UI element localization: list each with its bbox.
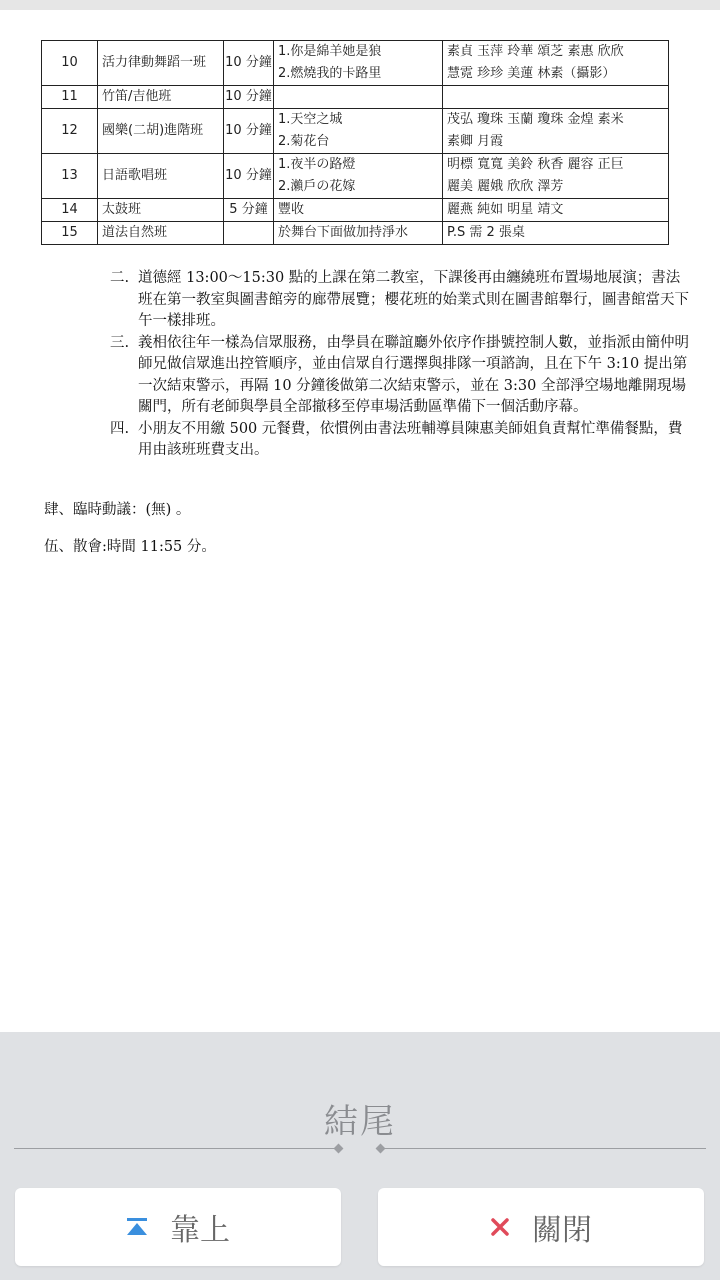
note-item — [110, 419, 690, 462]
note-item — [110, 268, 690, 333]
program-item: 1.天空之城 — [278, 112, 343, 127]
note-text: 小朋友不用繳 500 元餐費，依慣例由書法班輔導員陳惠美師姐負責幫忙準備餐點，費用由該班班費支出。 — [138, 420, 683, 458]
note-item — [110, 333, 690, 419]
note-text: 道德經 13:00～15:30 點的上課在第二教室，下課後再由纏繞班布置場地展演；書法班在第一教室與圖書館旁的廊帶展覽；櫻花班的始業式則在圖書館舉行，圖書館當天下午一樣排班。 — [138, 270, 689, 329]
scroll-to-top-button[interactable] — [15, 1188, 341, 1266]
divider-left — [14, 1148, 336, 1149]
table-row — [42, 199, 669, 222]
member-line: 麗燕 純如 明星 靖文 — [447, 202, 564, 217]
duration: 10 分鐘 — [224, 109, 274, 154]
row-number: 15 — [42, 222, 98, 245]
notes-list — [110, 268, 690, 462]
row-number: 13 — [42, 154, 98, 199]
class-name: 國樂(二胡)進階班 — [98, 109, 224, 154]
class-name: 太鼓班 — [98, 199, 224, 222]
member-list — [443, 199, 669, 222]
schedule-table — [41, 40, 669, 245]
note-number: 四. — [110, 420, 130, 437]
member-line: 素貞 玉萍 玲華 頌芝 素惠 欣欣 — [447, 44, 624, 59]
program-item: 2.菊花台 — [278, 134, 330, 149]
row-number: 10 — [42, 41, 98, 86]
temporary-motion: 肆、臨時動議：(無) 。 — [44, 502, 191, 518]
note-number: 二. — [110, 270, 130, 286]
note-number: 三. — [110, 334, 130, 351]
end-label: 結尾 — [324, 1102, 396, 1142]
close-button[interactable] — [378, 1188, 704, 1266]
program-list — [274, 86, 443, 109]
row-number: 11 — [42, 86, 98, 109]
class-name: 活力律動舞蹈一班 — [98, 41, 224, 86]
member-line: P.S 需 2 張桌 — [447, 225, 525, 240]
reader-footer — [0, 1032, 720, 1280]
close-label: 關閉 — [532, 1213, 592, 1248]
member-list — [443, 86, 669, 109]
program-list — [274, 154, 443, 199]
member-line: 明標 寬寬 美鈴 秋香 麗容 正巨 — [447, 157, 624, 172]
duration: 10 分鐘 — [224, 154, 274, 199]
top-status-strip — [0, 0, 720, 10]
duration — [224, 222, 274, 245]
scroll-to-top-label: 靠上 — [170, 1213, 230, 1248]
table-row — [42, 109, 669, 154]
adjournment: 伍、散會:時間 11:55 分。 — [44, 539, 216, 555]
member-line: 慧霓 珍珍 美蓮 林素（攝影） — [447, 66, 616, 81]
class-name: 竹笛/吉他班 — [98, 86, 224, 109]
program-list — [274, 41, 443, 86]
divider-right — [384, 1148, 706, 1149]
program-list — [274, 199, 443, 222]
member-line: 麗美 麗娥 欣欣 澤芳 — [447, 179, 564, 194]
member-list — [443, 154, 669, 199]
duration: 10 分鐘 — [224, 86, 274, 109]
program-item: 1.你是綿羊她是狼 — [278, 44, 382, 59]
document-page[interactable] — [0, 10, 720, 1032]
table-row — [42, 86, 669, 109]
table-row — [42, 222, 669, 245]
program-item: 2.燃燒我的卡路里 — [278, 66, 382, 81]
program-item: 於舞台下面做加持淨水 — [278, 225, 409, 240]
member-list — [443, 222, 669, 245]
duration: 5 分鐘 — [224, 199, 274, 222]
member-list — [443, 41, 669, 86]
divider-diamond-left — [334, 1144, 344, 1154]
note-text: 義相依往年一樣為信眾服務，由學員在聯誼廳外依序作掛號控制人數，並指派由簡仲明師兄做信眾進出控管順序，並由信眾自行選擇與排隊一項諮詢，且在下午 3:10 提出第一次結束警示，再隔 10 分鐘後做第二次結束警示，並在 3:30 全部淨空場地離開現場關門，所有老師與學員全部撤移至停車場活動區準備下一個活動序幕。 — [138, 334, 689, 415]
arrow-to-top-icon — [126, 1210, 148, 1245]
member-line: 素卿 月霞 — [447, 134, 504, 149]
row-number: 14 — [42, 199, 98, 222]
member-line: 茂弘 瓊珠 玉蘭 瓊珠 金煌 素米 — [447, 112, 624, 127]
program-list — [274, 109, 443, 154]
table-row — [42, 154, 669, 199]
close-icon — [490, 1210, 510, 1245]
program-list — [274, 222, 443, 245]
class-name: 道法自然班 — [98, 222, 224, 245]
program-item: 1.夜半の路燈 — [278, 157, 356, 172]
row-number: 12 — [42, 109, 98, 154]
class-name: 日語歌唱班 — [98, 154, 224, 199]
program-item: 豐收 — [278, 202, 305, 217]
table-row — [42, 41, 669, 86]
member-list — [443, 109, 669, 154]
duration: 10 分鐘 — [224, 41, 274, 86]
program-item: 2.瀨戶の花嫁 — [278, 179, 356, 194]
